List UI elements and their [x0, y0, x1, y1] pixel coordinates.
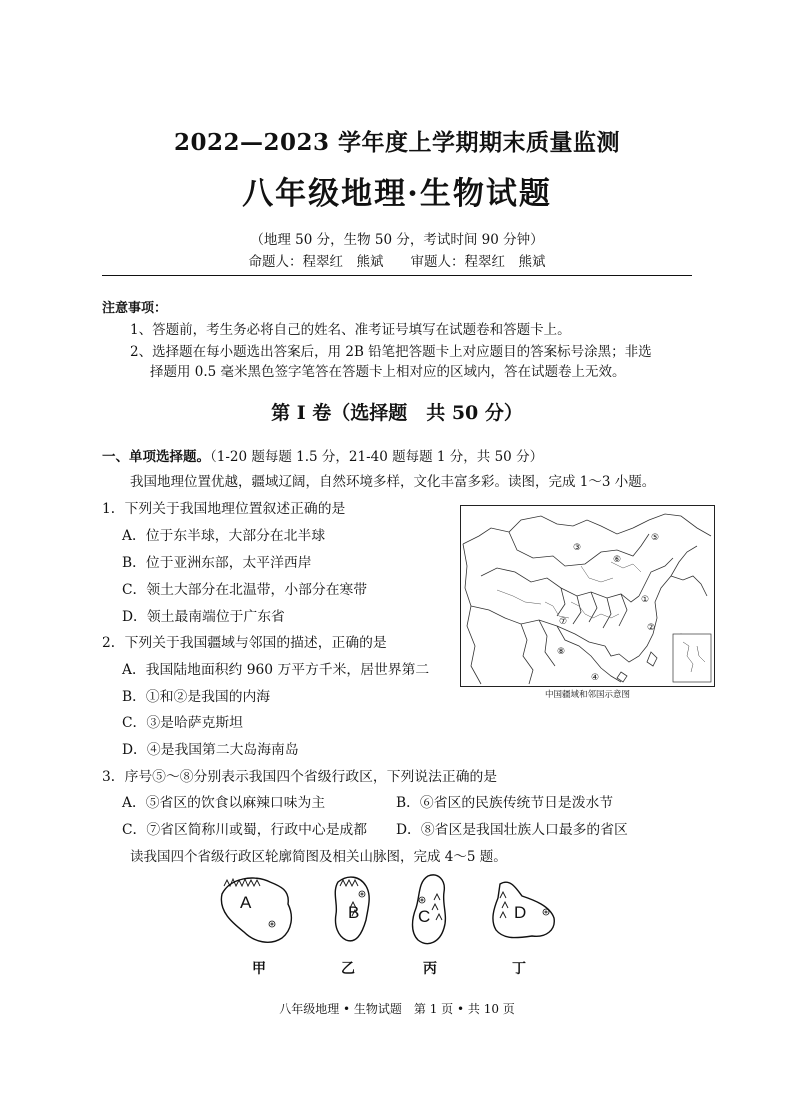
question-3-option-d: D．⑧省区是我国壮族人口最多的省区 — [396, 822, 628, 838]
china-map-figure — [460, 505, 715, 687]
page-footer: 八年级地理 • 生物试题 第 1 页 • 共 10 页 — [279, 1002, 515, 1016]
map-marker-3: ③ — [573, 543, 582, 553]
question-2-stem: 2．下列关于我国疆域与邻国的描述，正确的是 — [102, 635, 387, 651]
map-marker-6: ⑥ — [613, 555, 622, 565]
question-group-intro: 我国地理位置优越，疆域辽阔，自然环境多样，文化丰富多彩。读图，完成 1～3 小题。 — [130, 474, 656, 490]
question-1-option-d: D．领土最南端位于广东省 — [122, 609, 285, 625]
question-1-stem: 1．下列关于我国地理位置叙述正确的是 — [102, 501, 346, 517]
exam-subject-title: 八年级地理·生物试题 — [242, 176, 552, 212]
question-2-option-c: C．③是哈萨克斯坦 — [122, 715, 243, 731]
map-marker-8: ⑧ — [557, 647, 566, 657]
question-1-option-a: A．位于东半球，大部分在北半球 — [122, 528, 326, 544]
section-title: 第 I 卷（选择题 共 50 分） — [271, 402, 523, 424]
province-label-bing: 丙 — [423, 961, 437, 977]
province-letter-d: D — [514, 903, 527, 922]
notice-item-2-continued: 择题用 0.5 毫米黑色签字笔答在答题卡上相对应的区域内，答在试题卷上无效。 — [150, 364, 626, 380]
question-2-option-b: B．①和②是我国的内海 — [122, 689, 271, 705]
exam-title: 2022—2023 学年度上学期期末质量监测 — [173, 129, 621, 156]
question-3-option-b: B．⑥省区的民族传统节日是泼水节 — [396, 795, 614, 811]
question-1-option-c: C．领土大部分在北温带，小部分在寒带 — [122, 582, 368, 598]
province-label-yi: 乙 — [341, 961, 355, 977]
question-2-option-a: A．我国陆地面积约 960 万平方千米，居世界第二 — [122, 662, 430, 678]
notice-heading: 注意事项： — [102, 301, 168, 316]
question-3-stem: 3．序号⑤～⑧分别表示我国四个省级行政区，下列说法正确的是 — [102, 769, 498, 785]
province-label-jia: 甲 — [252, 961, 266, 977]
province-letter-c: C — [418, 907, 431, 926]
province-label-ding: 丁 — [512, 961, 526, 977]
exam-score-time: （地理 50 分，生物 50 分，考试时间 90 分钟） — [250, 232, 544, 248]
question-2-option-d: D．④是我国第二大岛海南岛 — [122, 742, 299, 758]
header-divider — [102, 275, 692, 276]
part-heading — [102, 445, 543, 465]
notice-item-1: 1、答题前，考生务必将自己的姓名、准考证号填写在试题卷和答题卡上。 — [130, 322, 571, 338]
notice-item-2: 2、选择题在每小题选出答案后，用 2B 铅笔把答题卡上对应题目的答案标号涂黑；非选 — [130, 344, 652, 360]
question-1-option-b: B．位于亚洲东部，太平洋西岸 — [122, 555, 312, 571]
question-group-intro-2: 读我国四个省级行政区轮廓简图及相关山脉图，完成 4～5 题。 — [130, 849, 507, 865]
province-outlines — [210, 868, 570, 958]
province-outline-jia — [221, 878, 291, 942]
china-map-svg — [461, 506, 714, 686]
exam-authors: 命题人：程翠红 熊斌 审题人：程翠红 熊斌 — [248, 254, 546, 270]
map-caption: 中国疆域和邻国示意图 — [544, 690, 630, 700]
part-heading-note: （1-20 题每题 1.5 分，21-40 题每题 1 分，共 50 分） — [210, 449, 544, 465]
map-marker-1: ① — [641, 595, 650, 605]
map-marker-4: ④ — [591, 673, 600, 683]
province-letter-b: B — [348, 903, 360, 922]
map-marker-2: ② — [647, 623, 656, 633]
map-marker-5: ⑤ — [651, 533, 660, 543]
map-marker-7: ⑦ — [559, 617, 568, 627]
question-3-option-a: A．⑤省区的饮食以麻辣口味为主 — [122, 795, 326, 811]
part-heading-label: 一、单项选择题。 — [102, 449, 210, 465]
question-3-option-c: C．⑦省区简称川或蜀，行政中心是成都 — [122, 822, 368, 838]
province-letter-a: A — [240, 893, 252, 912]
